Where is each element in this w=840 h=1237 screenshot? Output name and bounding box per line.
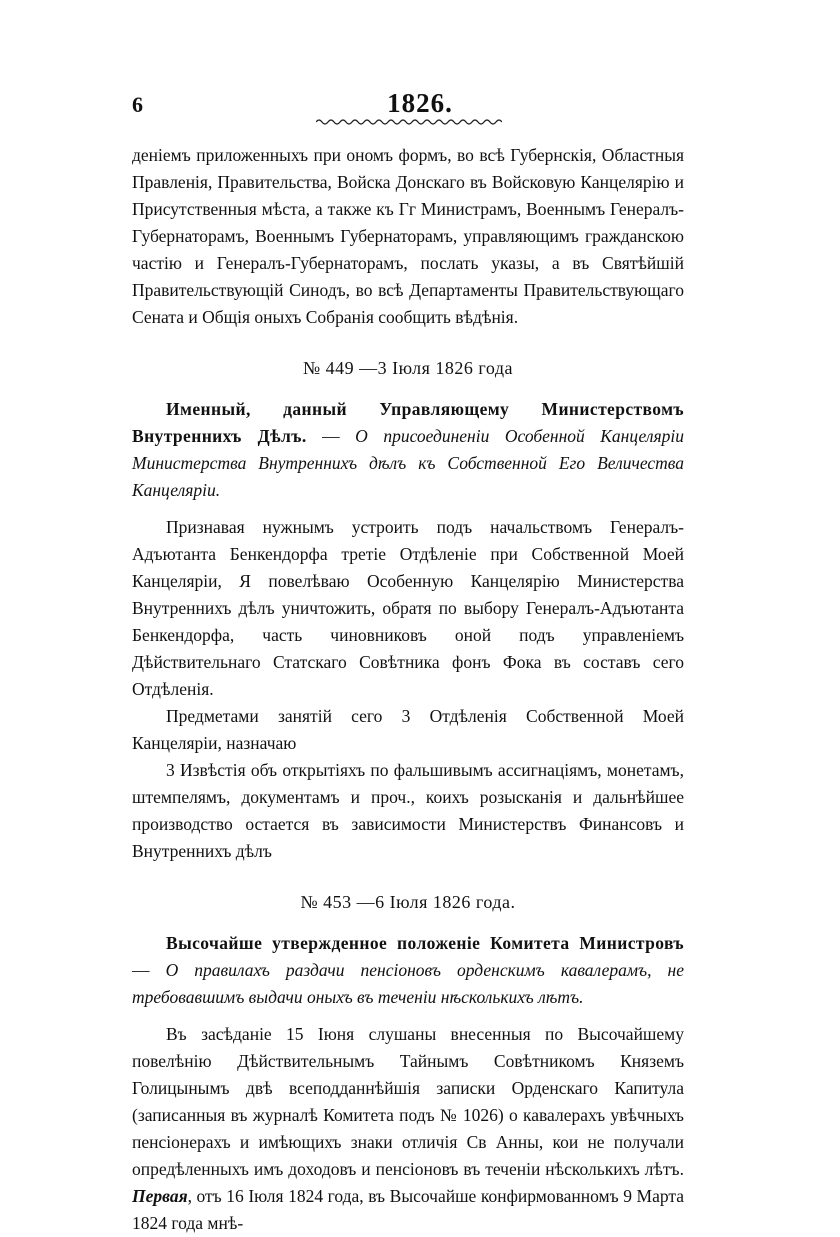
- doc-449-paragraph-1: Признавая нужнымъ устроить подъ начальствомъ Генералъ-Адъютанта Бенкендорфа третіе Отдѣленіе при Собственной Моей Канцеляріи, Я повелѣваю Особенную Канцелярію Министерства Внутреннихъ дѣлъ уничтожить, обратя по выбору Генералъ-Адъютанта Бенкендорфа, часть чиновниковъ оной подъ управленіемъ Дѣйствительнаго Статскаго Совѣтника фонъ Фока въ составъ сего Отдѣленія.: [132, 517, 684, 699]
- doc-453-paragraph-1: [132, 1021, 684, 1237]
- text-column: [132, 142, 684, 1237]
- doc-453-paragraph-1-emphasis: Первая: [132, 1186, 188, 1206]
- doc-453-heading: № 453 —6 Іюля 1826 года.: [300, 892, 516, 912]
- continuation-paragraph: деніемъ приложенныхъ при ономъ формъ, во всѣ Губернскія, Областныя Правленія, Правительства, Войска Донскаго въ Войсковую Канцелярію и Присутственныя мѣста, а также къ Гг Министрамъ, Военнымъ Генералъ-Губернаторамъ, Военнымъ Губернаторамъ, управляющимъ гражданскою частію и Генералъ-Губернаторамъ, послать указы, а въ Святѣйшій Правительствующій Синодъ, во всѣ Департаменты Правительствующаго Сената и Общія оныхъ Собранія сообщить вѣдѣнія.: [132, 145, 684, 327]
- doc-453-paragraph-1-start: Въ засѣданіе 15 Іюня слушаны внесенныя по Высочайшему повелѣнію Дѣйствительнымъ Тайнымъ Совѣтникомъ Княземъ Голицынымъ двѣ всеподданнѣйшія записки Орденскаго Капитула (записанныя въ журналѣ Комитета подъ № 1026) о кавалерахъ увѣчныхъ пенсіонерахъ и имѣющихъ знаки отличія Св Анны, кои не получали опредѣленныхъ имъ доходовъ и пенсіоновъ въ теченіи нѣсколькихъ лѣтъ.: [132, 1024, 684, 1179]
- doc-449-title-bold: Именный, данный Управляющему Министерствомъ Внутреннихъ Дѣлъ.: [132, 399, 684, 446]
- page-number: 6: [132, 92, 143, 117]
- doc-453-title-italic: О правилахъ раздачи пенсіоновъ орденскимъ кавалерамъ, не требовавшимъ выдачи оныхъ въ теченіи нѣсколькихъ лѣтъ.: [132, 960, 685, 1007]
- wavy-rule-ornament: [316, 118, 502, 126]
- doc-449-heading: № 449 —3 Іюля 1826 года: [303, 358, 513, 378]
- doc-449-title: Именный, данный Управляющему Министерствомъ Внутреннихъ Дѣлъ. — О присоединеніи Особенной Канцеляріи Министерства Внутреннихъ дѣлъ къ Собственной Его Величества Канцеляріи.: [132, 399, 685, 500]
- doc-453-paragraph-1-end: , отъ 16 Іюля 1824 года, въ Высочайше конфирмованномъ 9 Марта 1824 года мнѣ-: [132, 1186, 684, 1233]
- doc-453-title: Высочайше утвержденное положеніе Комитета Министровъ — О правилахъ раздачи пенсіоновъ орденскимъ кавалерамъ, не требовавшимъ выдачи оныхъ въ теченіи нѣсколькихъ лѣтъ.: [132, 933, 685, 1007]
- doc-449-paragraph-2: Предметами занятій сего 3 Отдѣленія Собственной Моей Канцеляріи, назначаю: [132, 706, 684, 753]
- doc-449-title-italic: О присоединеніи Особенной Канцеляріи Министерства Внутреннихъ дѣлъ къ Собственной Его Величества Канцеляріи.: [132, 426, 685, 500]
- doc-453-title-bold: Высочайше утвержденное положеніе Комитета Министровъ: [166, 933, 684, 953]
- running-head-year: 1826.: [387, 88, 453, 118]
- doc-449-paragraph-3: 3 Извѣстія объ открытіяхъ по фальшивымъ ассигнаціямъ, монетамъ, штемпелямъ, документамъ и проч., коихъ розысканія и дальнѣйшее производство остается въ зависимости Министерствъ Финансовъ и Внутреннихъ дѣлъ: [132, 760, 684, 861]
